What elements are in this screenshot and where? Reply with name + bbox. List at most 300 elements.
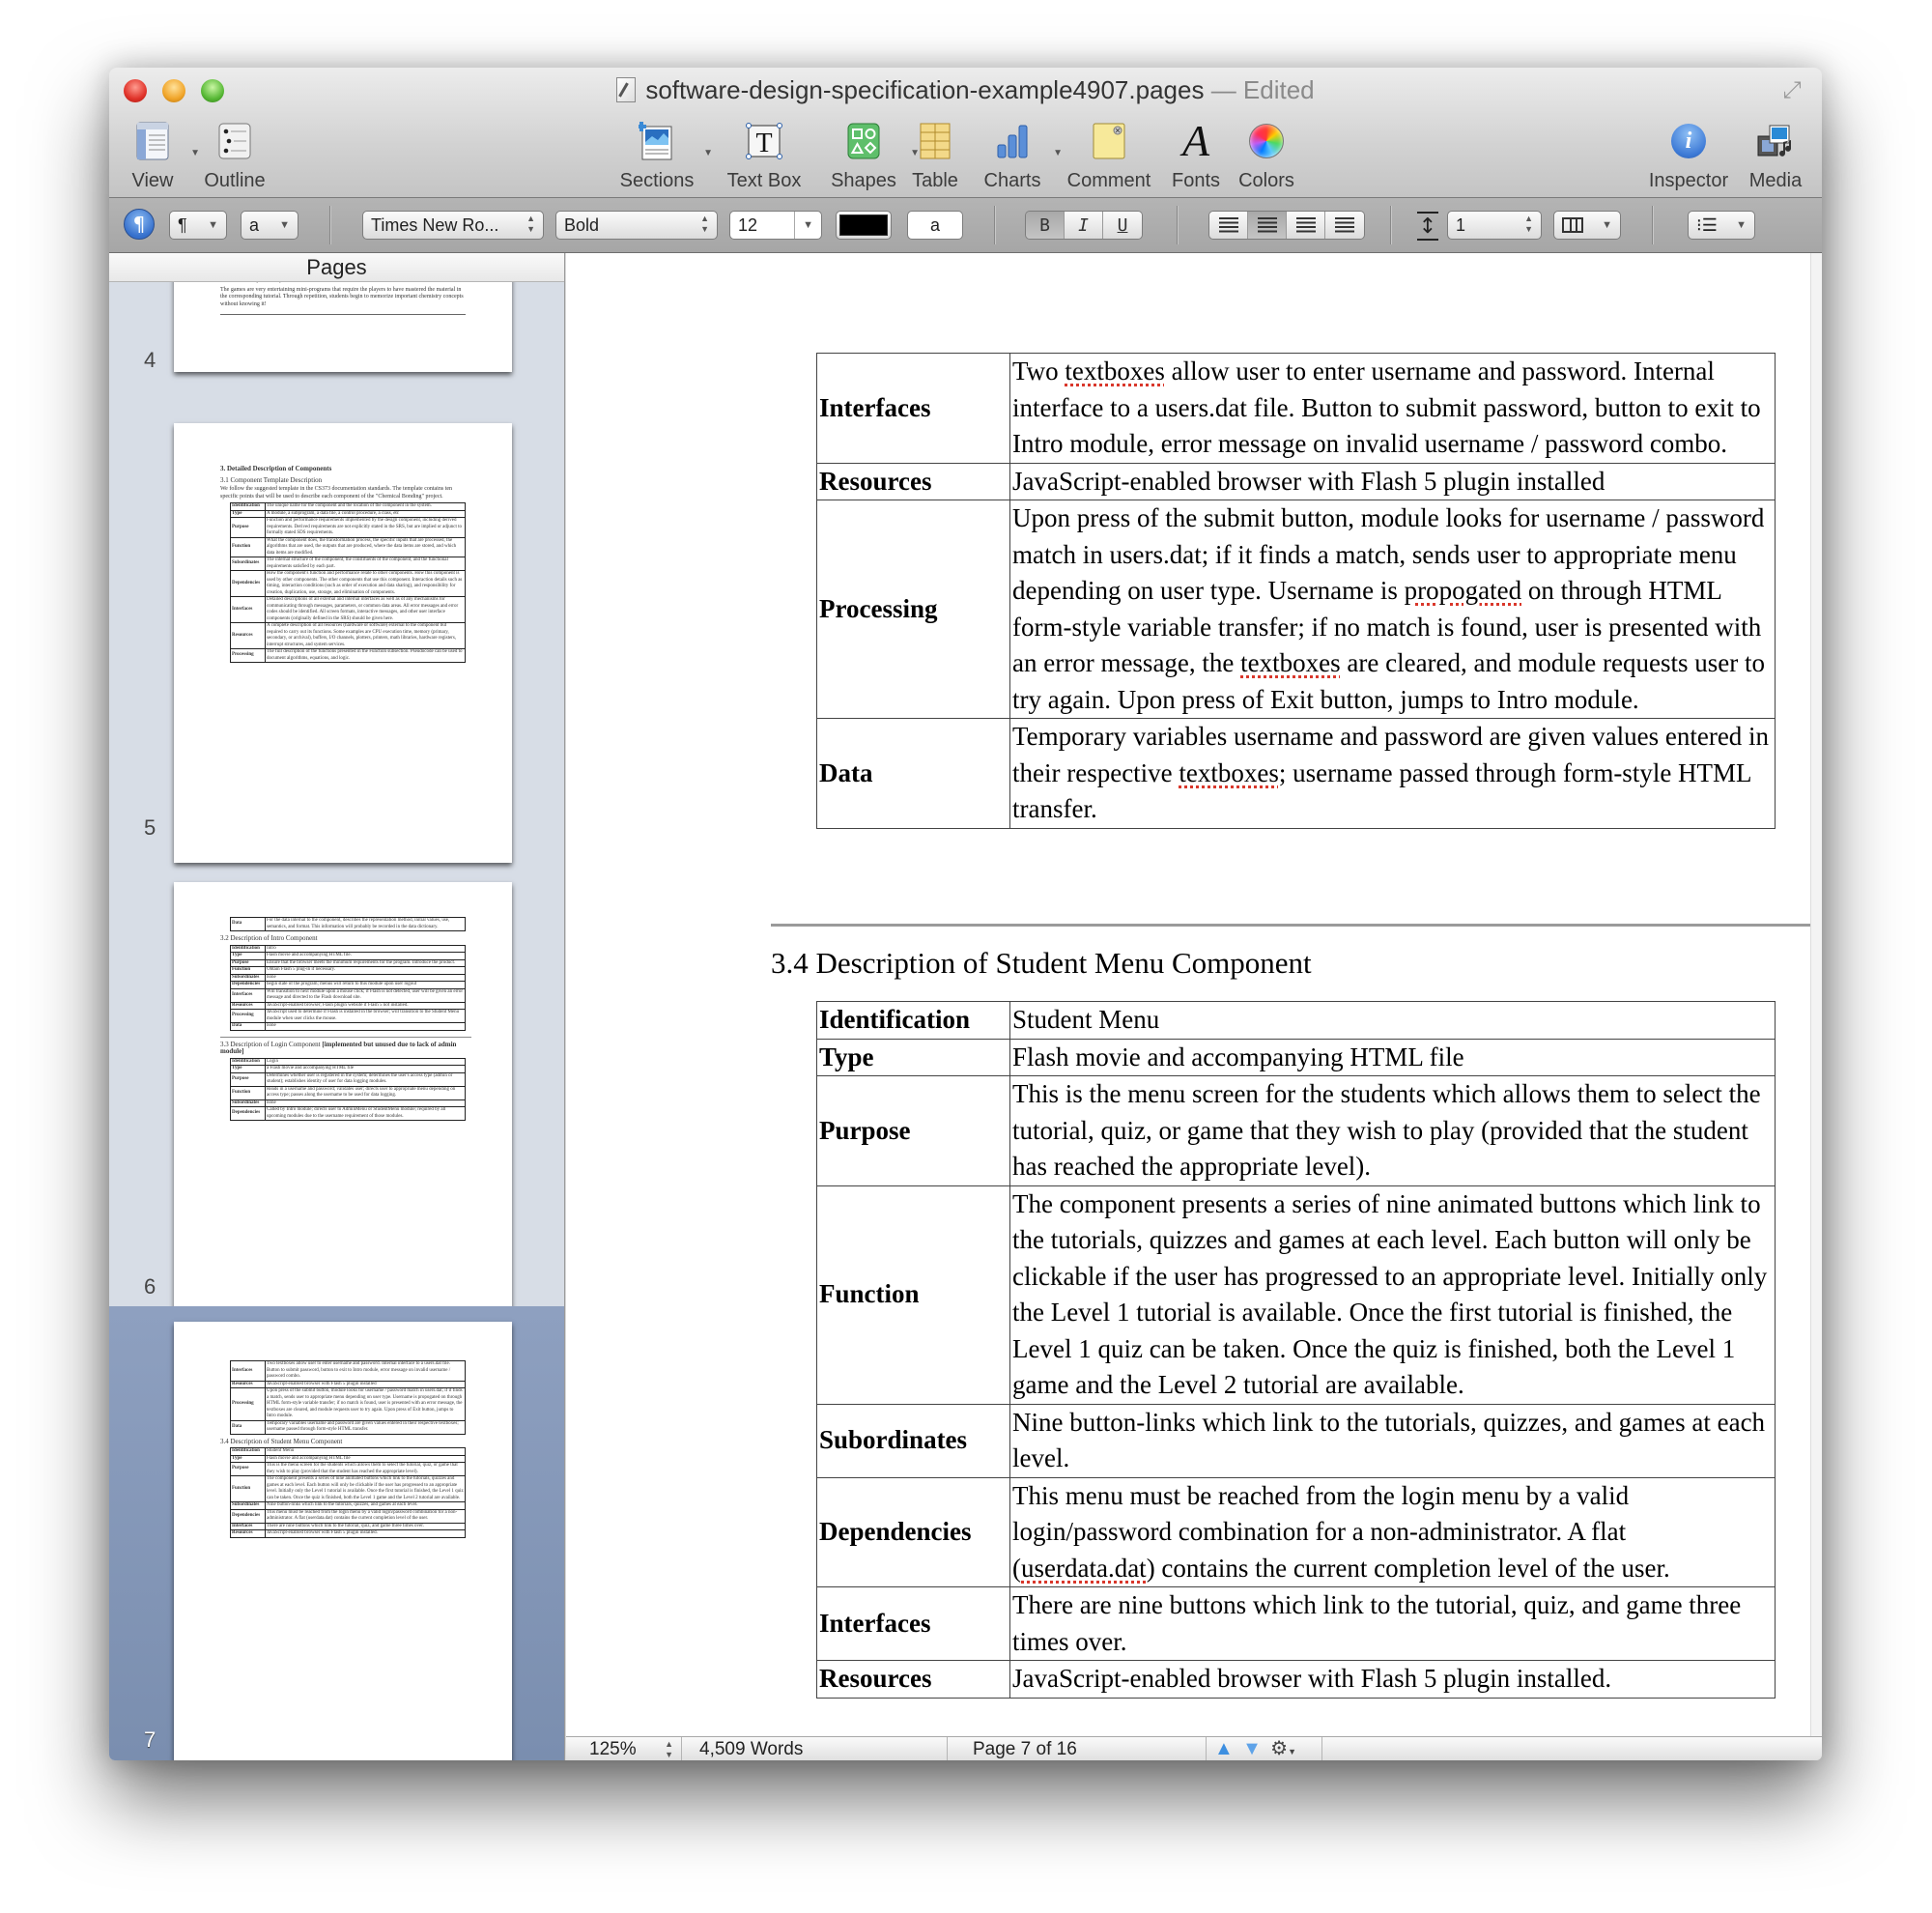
thumbnail-table [230,945,466,1031]
thumbnail-row [231,1476,466,1502]
sections-icon [614,118,713,164]
table-label: Table [912,170,958,191]
table-row [817,1039,1776,1076]
page-thumbnail-image [174,423,512,863]
thumbnail-cell-label: Processing [231,649,266,663]
font-family-value: Times New Ro... [371,215,499,235]
table-button[interactable] [901,118,969,192]
edited-status: — Edited [1210,75,1315,104]
character-style-glyph: a [249,215,260,235]
thumbnail-row [231,1099,466,1107]
thumbnail-cell-label: Type [231,1066,266,1073]
thumbnail-cell-label: Identification [231,1058,266,1066]
charts-label: Charts [983,170,1041,191]
thumbnail-cell-value: none [266,1099,466,1107]
row-value[interactable]: The component presents a series of nine animated buttons which link to the tutorials, quizzes and games at each level. Each button will only be clickable if the user has progressed to an appropriate level. Initially only the Level 1 tutorial is available. Once the first tutorial is finished, the Level 1 quiz can be taken. Once the quiz is finished, both the Level 1 game and the Level 2 tutorial are available. [1010,1185,1776,1404]
table-row [817,1185,1776,1404]
highlight-glyph: a [929,215,940,235]
align-left-button[interactable] [1209,212,1248,239]
thumbnail-subheading-note: [implemented but unused due to lack of admin module] [220,1040,457,1055]
chevron-down-icon: ▼ [910,148,920,158]
thumbnail-subheading: 3.1 Component Template Description [220,475,323,484]
thumbnail-table [230,502,466,663]
outline-label: Outline [204,170,266,191]
paragraph-style-popup[interactable] [169,211,227,240]
row-value[interactable]: Upon press of the submit button, module looks for username / password match in users.dat; if it finds a match, sends user to appropriate menu depending on user type. Username is propogated on through HTML form-style variable transfer; if no match is found, user is presented with an error message, the textboxes are cleared, and module requests user to try again. Upon press of Exit button, jumps to Intro module. [1010,500,1776,719]
table-row [817,1076,1776,1186]
thumbnail-cell-value: Reads in a username and password; validates user; directs user to appropriate menu depending on access type; passes along the username to be used for data logging. [266,1086,466,1099]
inspector-button[interactable] [1640,118,1737,192]
align-center-icon [1258,217,1277,233]
zoom-popup[interactable] [566,1737,682,1760]
table-row [817,500,1776,719]
zoom-value: 125% [589,1739,637,1759]
italic-button[interactable]: I [1065,212,1103,239]
thumbnail-row [231,959,466,967]
media-icon [1742,118,1809,164]
underline-button[interactable]: U [1103,212,1142,239]
pilcrow-icon: ¶ [132,213,146,236]
line-spacing-value: 1 [1456,215,1466,235]
view-icon [119,118,200,164]
thumbnail-row [231,1010,466,1023]
student-menu-table [816,1001,1776,1699]
thumbnail-row [231,1058,466,1066]
divider [1390,206,1391,244]
thumbnail-cell-value: Intro [266,945,466,953]
thumbnail-subheading: 3.2 Description of Intro Component [220,934,318,942]
shapes-button[interactable] [821,118,920,192]
thumbnail-cell-label: Subordinates [231,974,266,982]
thumbnail-cell-value: JavaScript used to determine if Flash is installed in the browser; will transition to the Student Menu module when user clicks the mouse. [266,1010,466,1023]
fonts-button[interactable] [1162,118,1230,192]
thumbnail-cell-value: Called by Intro module; directs user to AdminMenu or StudentMenu module; required by all upcoming modules due to the username requirement of those modules. [266,1107,466,1121]
thumbnail-cell-label: Identification [231,1448,266,1456]
thumbnail-cell-label: Interfaces [231,1523,266,1530]
table-row [817,463,1776,500]
thumbnail-cell-label: Dependencies [231,1107,266,1121]
thumbnail-row [231,1455,466,1463]
fullscreen-icon[interactable]: ⤢ [1782,76,1802,103]
thumbnail-cell-label: Subordinates [231,1099,266,1107]
textbox-label: Text Box [726,170,802,191]
row-label[interactable]: Function [817,1185,1010,1404]
thumbnail-cell-label: Dependencies [231,1509,266,1523]
thumbnail-cell-value: Student Menu [266,1448,466,1456]
thumbnail-cell-value: Flash movie and accompanying HTML file. [266,953,466,960]
comment-button[interactable] [1061,118,1157,192]
styles-drawer-button[interactable] [124,209,155,240]
thumbnail-row [231,974,466,982]
chevron-down-icon: ▼ [279,219,290,231]
row-value[interactable]: This is the menu screen for the students which allows them to select the tutorial, quiz, or game that they wish to play (provided that the student has reached the appropriate level). [1010,1076,1776,1186]
pages-document-icon [616,77,636,102]
alignment-buttons [1208,211,1365,240]
thumbnail-text [220,1360,466,1538]
document-canvas[interactable] [566,253,1822,1736]
thumbnail-row [231,918,466,931]
bius-buttons [1025,211,1143,240]
thumbnail-subheading-text: 3.3 Description of Login Component [220,1040,321,1048]
previous-page-button[interactable]: ▲ [1214,1738,1234,1759]
row-label[interactable]: Subordinates [817,1404,1010,1477]
thumbnail-row [231,649,466,663]
row-label[interactable]: Data [817,719,1010,829]
page-thumbnail-5[interactable] [109,388,564,847]
row-label[interactable]: Resources [817,463,1010,500]
colors-label: Colors [1238,170,1294,191]
row-label[interactable]: Processing [817,500,1010,719]
justify-button[interactable] [1325,212,1364,239]
thumbnail-text [220,917,466,1121]
thumbnail-row [231,1107,466,1121]
thumbnail-row [231,518,466,538]
thumbnail-row [231,1530,466,1538]
thumbnail-row [231,1361,466,1382]
thumbnail-cell-value: a Flash movie and accompanying HTML file [266,1066,466,1073]
thumbnail-cell-value: begin state of the program; menus will return to this module upon user logout [266,982,466,989]
thumbnail-cell-value: JavaScript-enabled browser with Flash 5 plugin installed [266,1381,466,1388]
svg-text:T: T [755,128,773,158]
thumbnail-row [231,557,466,571]
textbox-button[interactable] [714,118,814,192]
inspector-icon: i [1640,118,1737,164]
thumbnail-cell-value: Nine button-links which link to the tutorials, quizzes, and games at each level. [266,1502,466,1510]
align-center-button[interactable] [1248,212,1287,239]
stepper-arrows-icon: ▲ ▼ [526,214,535,234]
font-size-combo[interactable] [729,211,822,240]
next-page-button[interactable]: ▼ [1242,1738,1262,1759]
list-style-popup[interactable] [1688,211,1755,240]
view-button[interactable] [119,118,200,192]
misspelled-word[interactable]: textboxes [1240,648,1341,677]
thumbnail-cell-value: A module, a subprogram, a data file, a control procedure, a class, etc [266,510,466,518]
divider [994,206,995,244]
thumbnail-row [231,1448,466,1456]
section-heading: 3.4 Description of Student Menu Component [771,946,1312,980]
row-label[interactable]: Identification [817,1002,1010,1040]
thumbnail-cell-value: This is the menu screen for the students which allows them to select the tutorial, quiz, or game that they wish to play (provided that the student has reached the appropriate level). [266,1463,466,1476]
thumbnail-cell-value: Function and performance requirements implemented by the design component, including derived requirements. Derived requirements are not explicitly stated in the SRS, but are implied or adjunct to formally stated SDS requirements. [266,518,466,538]
thumbnail-row [231,1502,466,1510]
sections-label: Sections [619,170,695,191]
bold-button[interactable]: B [1026,212,1065,239]
page-thumbnail-7[interactable] [109,1306,564,1760]
comment-label: Comment [1066,170,1151,191]
document-name: software-design-specification-example4907.pages [645,75,1205,104]
thumbnail-cell-value: none [266,1023,466,1031]
font-style-popup[interactable] [555,211,718,240]
row-value[interactable]: Temporary variables username and password are given values entered in their respective textboxes; username passed through form-style HTML transfer. [1010,719,1776,829]
thumbnail-cell-label: Data [231,1420,266,1434]
page-thumbnail-6[interactable] [109,847,564,1306]
thumbnail-cell-label: Function [231,967,266,975]
thumbnail-cell-label: Interfaces [231,1361,266,1382]
thumbnail-cell-label: Resources [231,1002,266,1010]
charts-icon [976,118,1063,164]
media-label: Media [1748,170,1803,191]
window-title [109,75,1822,105]
format-bar [109,198,1822,253]
thumbnail-row [231,571,466,597]
inspector-label: Inspector [1648,170,1729,191]
table-row [817,1661,1776,1699]
font-size-value: 12 [738,215,758,235]
row-value[interactable]: Nine button-links which link to the tutorials, quizzes, and games at each level. [1010,1404,1776,1477]
shapes-label: Shapes [831,170,896,191]
thumbnail-table [230,1058,466,1122]
page-thumbnail-image [174,1322,512,1760]
thumbnail-row [231,597,466,623]
thumbnail-row [231,945,466,953]
thumbnail-cell-value: What the component does, the transformation process, the specific inputs that are processed, the algorithms that are used, the outputs that are produced, where the data items are stored, and which data items are modified. [266,537,466,557]
align-left-icon [1219,217,1238,233]
fonts-icon: A [1181,116,1210,165]
thumbnail-cell-value: Flash movie and accompanying HTML file [266,1455,466,1463]
thumbnail-row [231,1072,466,1086]
thumbnail-row [231,1086,466,1099]
table-row [817,354,1776,464]
thumbnail-row [231,510,466,518]
row-value[interactable]: Two textboxes allow user to enter username and password. Internal interface to a users.dat file. Button to submit password, button to exit to Intro module, error message on invalid username / password combo. [1010,354,1776,464]
thumbnail-cell-value: Obtain Flash 5 plug-in if necessary. [266,967,466,975]
chevron-down-icon: ▼ [794,212,813,239]
thumbnail-subheading: 3.4 Description of Student Menu Component [220,1437,343,1445]
thumbnail-cell-label: Type [231,1455,266,1463]
thumbnail-cell-label: Type [231,510,266,518]
thumbnail-row [231,1002,466,1010]
row-value[interactable]: JavaScript-enabled browser with Flash 5 plugin installed [1010,463,1776,500]
media-button[interactable] [1742,118,1809,192]
thumbnail-row [231,988,466,1002]
thumbnail-paragraph: We follow the suggested template in the CS373 documentation standards. The template contains ten specific points that will be used to describe each component of the "Chemical Bonding" project. [220,486,453,500]
thumbnail-cell-label: Processing [231,1388,266,1421]
sections-button[interactable] [614,118,713,192]
thumbnail-table [230,917,466,931]
thumbnail-cell-label: Identification [231,503,266,511]
thumbnail-cell-value: For the data internal to the component, describes the representation method, initial values, use, semantics, and format. This information will probably be recorded in the data dictionary. [266,918,466,931]
row-value[interactable]: There are nine buttons which link to the tutorial, quiz, and game three times over. [1010,1587,1776,1661]
table-row [817,719,1776,829]
thumbnail-cell-value: Login [266,1058,466,1066]
thumbnail-cell-label: Data [231,1023,266,1031]
chevron-down-icon: ▼ [1053,148,1063,158]
fonts-label: Fonts [1171,170,1221,191]
row-label[interactable]: Type [817,1039,1010,1076]
thumbnail-row [231,1023,466,1031]
word-count[interactable]: 4,509 Words [682,1737,948,1760]
misspelled-word[interactable]: propogated [1404,576,1522,605]
misspelled-word[interactable]: textboxes [1179,757,1279,787]
pages-window [109,68,1822,1760]
thumbnail-cell-value: The internal structure of the component, the constituents of the component, and the functional requirements satisfied by each part. [266,557,466,571]
table-row [817,1477,1776,1587]
thumbnail-cell-label: Interfaces [231,988,266,1002]
thumbnail-text [220,277,466,315]
row-value[interactable]: Flash movie and accompanying HTML file [1010,1039,1776,1076]
row-value[interactable]: Student Menu [1010,1002,1776,1040]
thumbnail-row [231,1066,466,1073]
thumbnail-row [231,953,466,960]
thumbnail-cell-value: JavaScript-enabled browser with Flash 5 plugin installed. [266,1530,466,1538]
chevron-down-icon: ▼ [703,148,713,158]
page-thumbnails-sidebar [109,253,565,1760]
divider [329,206,330,244]
shapes-icon [821,118,920,164]
thumbnail-table [230,1447,466,1538]
page-indicator: Page 7 of 16 [948,1737,1207,1760]
table-row [817,1404,1776,1477]
outline-button[interactable] [196,118,273,192]
chevron-down-icon: ▼ [190,148,200,158]
thumbnail-heading: 3. Detailed Description of Components [220,465,332,472]
thumbnail-subheading [220,1042,466,1056]
table-row [817,1587,1776,1661]
row-label[interactable]: Interfaces [817,1587,1010,1661]
thumbnail-cell-label: Processing [231,1010,266,1023]
align-right-button[interactable] [1287,212,1325,239]
charts-button[interactable] [976,118,1063,192]
columns-popup[interactable] [1553,211,1621,240]
page-thumbnail-4[interactable] [109,282,564,388]
section-divider [771,924,1814,927]
divider [1652,206,1653,244]
login-component-table [816,353,1776,829]
thumbnail-cell-value: Upon press of the submit button, module looks for username / password match in users.dat; if it finds a match, sends user to appropriate menu depending on user type. Username is propogated on through HTML form-style variable transfer; if no match is found, user is presented with an error message, the textboxes are cleared, and module requests user to try again. Upon press of Exit button, jumps to Intro module. [266,1388,466,1421]
thumbnail-cell-label: Purpose [231,1072,266,1086]
row-label[interactable]: Resources [817,1661,1010,1699]
stepper-arrows-icon: ▲ ▼ [1524,214,1533,234]
misspelled-word[interactable]: textboxes [1065,357,1165,385]
thumbnail-row [231,537,466,557]
page-thumbnail-image [174,882,512,1322]
stepper-arrows-icon: ▲ ▼ [665,1739,673,1759]
thumbnail-cell-value: The full description of the functions presented in the Function subsection. Pseudocode can be used to document algorithms, equations, and logic. [266,649,466,663]
row-value[interactable]: JavaScript-enabled browser with Flash 5 plugin installed. [1010,1661,1776,1699]
misspelled-word[interactable]: userdata.dat [1021,1553,1147,1583]
comment-icon [1061,118,1157,164]
thumbnail-row [231,1509,466,1523]
columns-icon [1562,217,1583,233]
thumbnail-cell-value: Will transition to next module upon a mouse click; if Flash is not detected, user will be given an error message and directed to the Flash download site. [266,988,466,1002]
colors-icon [1230,118,1303,164]
table-icon [901,118,969,164]
gear-icon[interactable]: ⚙▼ [1270,1738,1297,1759]
thumbnail-row [231,623,466,649]
text-color-well[interactable] [836,211,892,240]
chevron-down-icon: ▼ [1736,219,1747,231]
thumbnail-row [231,1388,466,1421]
thumbnail-cell-label: Purpose [231,1463,266,1476]
chevron-down-icon: ▼ [1602,219,1612,231]
highlight-color-well[interactable] [907,211,963,240]
line-spacing-icon: ↕ [1417,212,1438,241]
chevron-down-icon: ▼ [208,219,218,231]
thumbnail-cell-label: Identification [231,945,266,953]
thumbnail-cell-label: Data [231,918,266,931]
status-bar [566,1736,1822,1760]
table-row [817,1002,1776,1040]
thumbnail-cell-value: none [266,974,466,982]
divider [1177,206,1178,244]
thumbnail-cell-label: Subordinates [231,1502,266,1510]
thumbnail-cell-label: Purpose [231,518,266,538]
thumbnail-rule [220,1037,471,1038]
view-label: View [131,170,174,191]
thumbnail-row [231,1420,466,1434]
row-value[interactable]: This menu must be reached from the login menu by a valid login/password combination for a non-administrator. A flat (userdata.dat) contains the current completion level of the user. [1010,1477,1776,1587]
thumbnail-row [231,1463,466,1476]
thumbnail-cell-label: Resources [231,623,266,649]
page-number: 5 [144,815,156,840]
thumbnail-cell-label: Resources [231,1381,266,1388]
thumbnail-row [231,982,466,989]
thumbnail-cell-label: Function [231,1476,266,1502]
paragraph-style-glyph: ¶ [178,215,187,235]
thumbnail-cell-label: Dependencies [231,982,266,989]
thumbnail-cell-value: A complete description of all resources (hardware or software) external to the component but required to carry out its functions. Some examples are CPU execution time, memory (primary, secondary, or archival), buffers, I/O channels, plotters, printers, math libraries, hardware registers, interrupt structures, and system services. [266,623,466,649]
thumbnail-cell-value: How the component's function and performance relate to other components. How this component is used by other components. The other components that use this component. Interaction details such as timing, interaction conditions (such as order of execution and data sharing), and responsibility for creation, duplication, use, storage, and elimination of components. [266,571,466,597]
page-number: 4 [144,348,156,372]
line-spacing-field[interactable] [1447,211,1542,240]
font-style-value: Bold [564,215,600,235]
outline-icon [196,118,273,164]
align-right-icon [1296,217,1316,233]
thumbnail-cell-label: Function [231,1086,266,1099]
thumbnail-cell-value: There are nine buttons which link to the tutorial, quiz, and game three times over. [266,1523,466,1530]
sidebar-title: Pages [109,253,564,282]
thumbnail-text [220,464,466,663]
thumbnail-row [231,1523,466,1530]
thumbnail-cell-label: Interfaces [231,597,266,623]
thumbnail-cell-value: This menu must be reached from the login menu by a valid login/password combination for a non-administrator. A flat (userdata.dat) contains the current completion level of the user. [266,1509,466,1523]
thumbnail-line: The games are very entertaining mini-programs that require the players to have mastered the material in the corresponding tutorial. Through repetition, students begin to memorize important chemistry concepts without knowing it! [220,286,464,307]
bullet-list-icon: ⁝☰ [1696,215,1718,235]
thumbnail-row [231,503,466,511]
justify-icon [1335,217,1354,233]
thumbnail-cell-label: Resources [231,1530,266,1538]
thumbnail-cell-label: Dependencies [231,571,266,597]
row-label[interactable]: Interfaces [817,354,1010,464]
thumbnail-cell-value: Determines whether user is registered in the system; determines the user's access type (admin or student); establishes identity of user for data logging modules. [266,1072,466,1086]
text-color-swatch [839,214,888,236]
thumbnail-row [231,967,466,975]
thumbnail-cell-value: The component presents a series of nine animated buttons which link to the tutorials, quizzes and games at each level. Each button will only be clickable if the user has progressed to an appropriate level. Initially only the Level 1 tutorial is available. Once the first tutorial is finished, the Level 1 quiz can be taken. Once the quiz is finished, both the Level 1 game and the Level 2 tutorial are available. [267,1476,464,1500]
colors-button[interactable] [1230,118,1303,192]
title-toolbar [109,68,1822,198]
row-label[interactable]: Purpose [817,1076,1010,1186]
row-label[interactable]: Dependencies [817,1477,1010,1587]
thumbnail-cell-value: JavaScript-enabled browser; Flash plugin website if Flash 5 not installed. [266,1002,466,1010]
page-navigation [1207,1737,1322,1760]
thumbnail-rule [220,314,466,315]
thumbnail-cell-value: Detailed descriptions of all external and internal interfaces as well as of any mechanisms for communicating through messages, parameters, or common data areas. All error messages and error codes should be identified. All screen formats, interactive messages, and other user interface components (originally defined in the SRS) should be given here. [266,597,466,623]
character-style-popup[interactable] [241,211,298,240]
page-number: 7 [144,1727,156,1752]
textbox-icon [714,118,814,164]
stepper-arrows-icon: ▲ ▼ [700,214,709,234]
thumbnail-cell-label: Subordinates [231,557,266,571]
thumbnail-cell-label: Function [231,537,266,557]
font-family-popup[interactable] [362,211,544,240]
vertical-scrollbar[interactable] [1810,253,1822,1736]
thumbnail-row [231,1381,466,1388]
thumbnail-table [230,1360,466,1435]
thumbnail-cell-label: Purpose [231,959,266,967]
thumbnail-cell-label: Type [231,953,266,960]
thumbnail-cell-value: Temporary variables username and password are given values entered in their respective textboxes; username passed through form-style HTML transfer. [266,1420,466,1434]
thumbnail-cell-value: The unique name for the component and the location of the component in the system. [266,503,466,511]
